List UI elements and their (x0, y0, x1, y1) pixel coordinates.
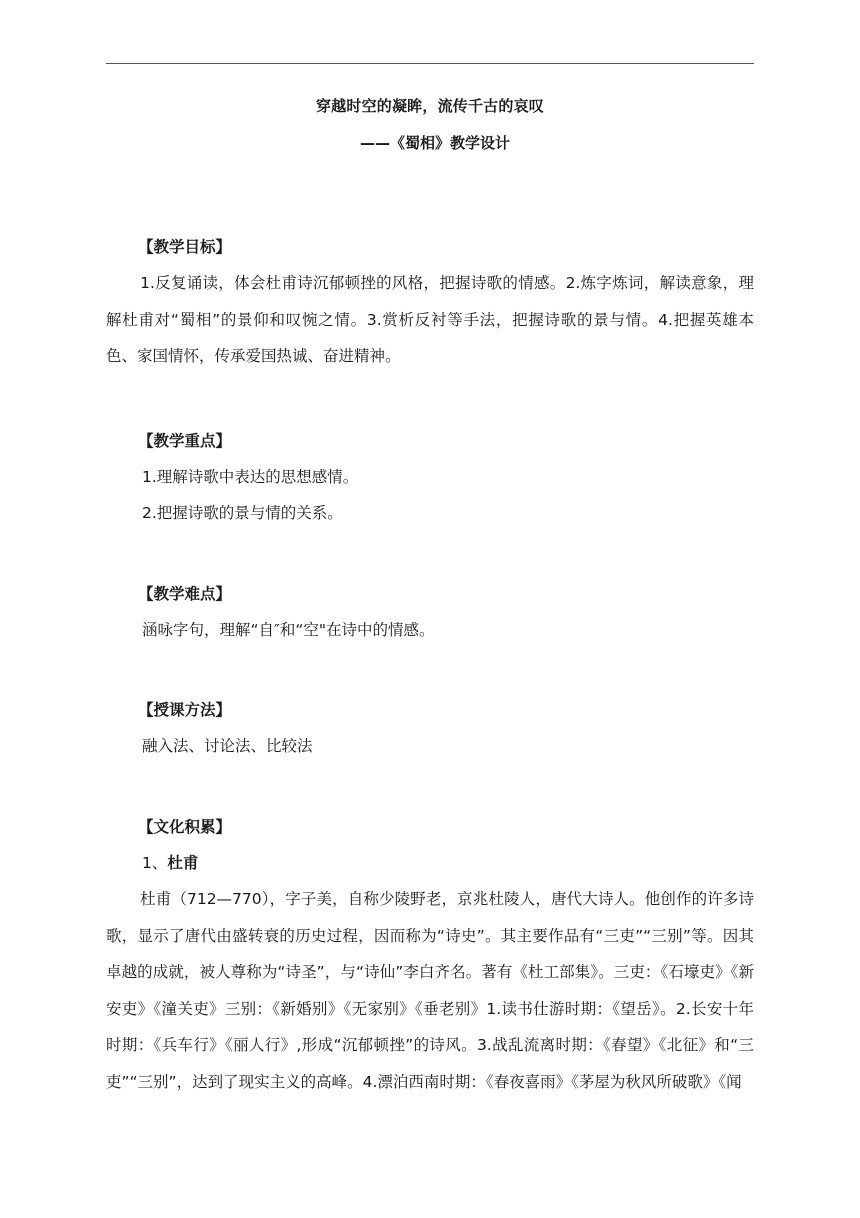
section-heading-key-points: 【教学重点】 (138, 431, 232, 450)
culture-sub-title: 杜甫 (167, 853, 199, 872)
culture-sub-number: 1、 (142, 853, 168, 872)
document-title: 穿越时空的凝眸，流传千古的哀叹 (315, 97, 544, 115)
document-body (106, 229, 754, 1100)
header-rule (106, 63, 754, 64)
key-point-item: 1.理解诗歌中表达的思想感情。 (142, 467, 359, 486)
section-heading-culture: 【文化积累】 (138, 817, 232, 836)
difficulties-text: 涵咏字句，理解“自″和“空"在诗中的情感。 (142, 620, 435, 639)
section-heading-methods: 【授课方法】 (138, 701, 232, 719)
culture-text: 杜甫（712—770），字子美，自称少陵野老，京兆杜陵人，唐代大诗人。他创作的许多诗歌，显示了唐代由盛转衰的历史过程，因而称为“诗史”。其主要作品有“三吏”“三别”等。因其卓越的成就，被人尊称为“诗圣”，与“诗仙”李白齐名。著有《杜工部集》。三吏：《石壕吏》《新安吏》《潼关吏》三别：《新婚别》《无家别》《垂老别》1.读书仕游时期：《望岳》。2.长安十年时期：《兵车行》《丽人行》,形成“沉郁顿挫”的诗风。3.战乱流离时期：《春望》《北征》和“三吏”“三别”，达到了现实主义的高峰。4.漂泊西南时期：《春夜喜雨》《茅屋为秋风所破歌》《闻 (106, 890, 754, 1091)
culture-subheading (106, 845, 754, 882)
document-subtitle: ——《蜀相》教学设计 (359, 134, 510, 152)
section-heading-difficulties: 【教学难点】 (138, 584, 232, 603)
objectives-text: 1.反复诵读，体会杜甫诗沉郁顿挫的风格，把握诗歌的情感。2.炼字炼词，解读意象，理解杜甫对“蜀相”的景仰和叹惋之情。3.赏析反衬等手法，把握诗歌的景与情。4.把握英雄本色、家国情怀，传承爱国热诚、奋进精神。 (106, 274, 754, 365)
key-point-item: 2.把握诗歌的景与情的关系。 (142, 504, 343, 522)
section-heading-objectives: 【教学目标】 (138, 238, 232, 256)
methods-text: 融入法、讨论法、比较法 (142, 737, 313, 755)
